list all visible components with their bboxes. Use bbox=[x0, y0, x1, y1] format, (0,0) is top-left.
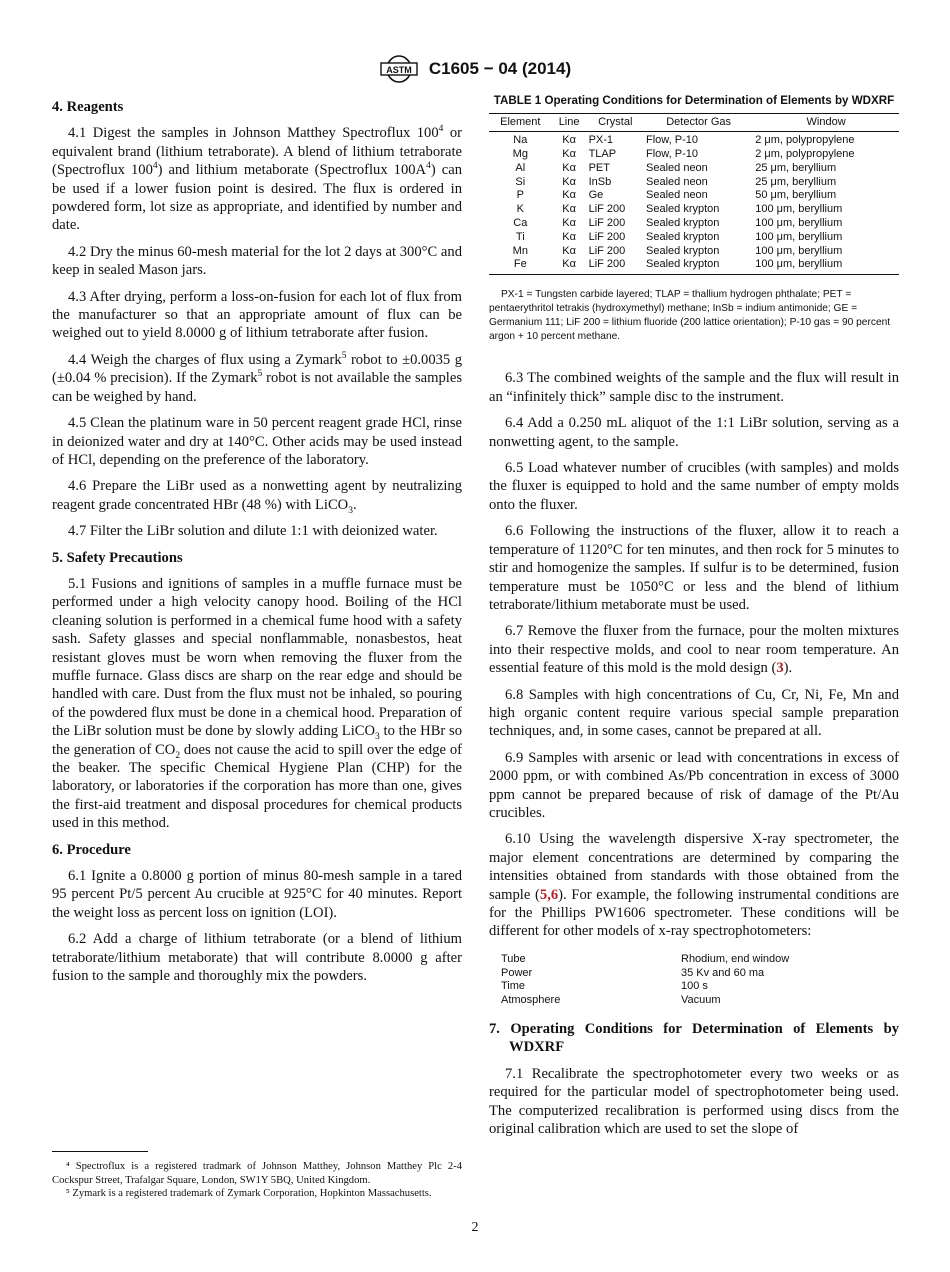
table-cell: Na bbox=[513, 134, 528, 147]
table-cell: 100 μm, beryllium bbox=[755, 230, 843, 243]
paragraph-6-2: 6.2 Add a charge of lithium tetraborate (or a blend of lithium tetraborate/lithium metaborate) that will contribute 8.0000 g after fusion to the sample and thoroughly mix the powders. bbox=[52, 931, 462, 985]
table-cell: Sealed krypton bbox=[646, 217, 720, 230]
right-column bbox=[489, 92, 899, 1146]
table-row bbox=[489, 132, 899, 148]
paragraph-4-2: 4.2 Dry the minus 60-mesh material for the lot 2 days at 300°C and keep in sealed Mason jars. bbox=[52, 243, 462, 279]
table-cell: 2 μm, polypropylene bbox=[755, 148, 855, 161]
left-column bbox=[52, 92, 462, 993]
table-row bbox=[489, 245, 899, 259]
paragraph-6-1: 6.1 Ignite a 0.8000 g portion of minus 80-mesh sample in a tared 95 percent Pt/5 percent Au crucible at 925°C for 40 minutes. Report the weight loss as percent loss on ignition (LOI). bbox=[52, 868, 462, 921]
table-row bbox=[489, 148, 899, 162]
table-row bbox=[489, 258, 899, 274]
section-heading-safety: 5. Safety Precautions bbox=[52, 549, 183, 566]
table-cell: Kα bbox=[562, 244, 576, 257]
instrument-key: Time bbox=[501, 980, 526, 993]
table-cell: Sealed krypton bbox=[644, 258, 753, 274]
table-cell: Sealed krypton bbox=[646, 230, 720, 243]
paragraph-6-5: 6.5 Load whatever number of crucibles (with samples) and molds the fluxer is equipped to hold and the same number of empty molds onto the fluxer. bbox=[489, 460, 899, 513]
reference-link[interactable]: 3 bbox=[776, 660, 784, 677]
reference-link[interactable]: 5,6 bbox=[539, 886, 559, 903]
section-heading-procedure: 6. Procedure bbox=[52, 841, 131, 858]
instrument-key: Atmosphere bbox=[501, 994, 561, 1007]
table-cell: LiF 200 bbox=[587, 258, 644, 274]
table-cell: Ca bbox=[513, 217, 528, 230]
table-cell: Sealed krypton bbox=[646, 244, 720, 257]
table-row bbox=[489, 231, 899, 245]
table-cell: Flow, P-10 bbox=[646, 148, 698, 161]
document-id: C1605 − 04 (2014) bbox=[428, 59, 572, 78]
table-row bbox=[489, 176, 899, 190]
page-header bbox=[0, 54, 950, 84]
table-cell: Sealed neon bbox=[646, 175, 708, 188]
instrument-row bbox=[501, 953, 789, 967]
column-header: Line bbox=[552, 113, 587, 132]
column-header: Element bbox=[489, 113, 552, 132]
table-cell: 100 μm, beryllium bbox=[755, 244, 843, 257]
table-cell: 25 μm, beryllium bbox=[755, 175, 837, 188]
paragraph-6-4: 6.4 Add a 0.250 mL aliquot of the 1:1 LiBr solution, serving as a nonwetting agent, to the sample. bbox=[489, 415, 899, 450]
table-body bbox=[489, 132, 899, 275]
section-heading-operating-conditions: 7. Operating Conditions for Determination of Elements by WDXRF bbox=[489, 1021, 899, 1056]
table-cell: Fe bbox=[489, 258, 552, 274]
paragraph-6-9: 6.9 Samples with arsenic or lead with concentrations in excess of 2000 ppm, or with combined As/Pb concentration in excess of 3000 ppm cannot be prepared because of risk of damage of the Pt/Au crucibles. bbox=[489, 749, 899, 821]
table-cell: Sealed krypton bbox=[646, 203, 720, 216]
table-cell: InSb bbox=[588, 175, 612, 188]
table-cell: P bbox=[516, 189, 524, 202]
table-cell: Kα bbox=[562, 203, 576, 216]
table-note: PX-1 = Tungsten carbide layered; TLAP = thallium hydrogen phthalate; PET = pentaerythritol tetrakis (hydroxymethyl) methane; InSb = indium antimonide; GE = Germanium 111; LiF 200 = lithium fluoride (200 lattice orientation); P-10 gas = 90 percent argon + 10 percent methane. bbox=[489, 289, 891, 342]
paragraph-4-1: 4.1 Digest the samples in Johnson Matthey Spectroflux $100^4$ or equivalent brand (lithium tetraborate). A blend of lithium tetraborate (Spectroflux $100^4$) and lithium metaborate (Spectroflux $100A^4$) can be used if a lower fusion point is desired. The flux is ordered in powdered form, lot size as appropriate, and identified by number and date. bbox=[52, 124, 463, 234]
table-row bbox=[489, 203, 899, 217]
footnote-5: ⁵ Zymark is a registered trademark of Zymark Corporation, Hopkinton Massachusetts. bbox=[66, 1188, 432, 1199]
paragraph-4-5: 4.5 Clean the platinum ware in 50 percent reagent grade HCl, rinse in deionized water and dry at 140°C. Other acids may be used instead of HCl, depending on the preference of the laboratory. bbox=[52, 415, 462, 468]
table-cell: Kα bbox=[562, 217, 576, 230]
table-cell: Mn bbox=[512, 244, 528, 257]
table-row bbox=[489, 217, 899, 231]
paragraph-5-1: 5.1 Fusions and ignitions of samples in a muffle furnace must be performed under a high velocity canopy hood. Boiling of the HCl cleaning solution is performed in a chemical fume hood with a safety sash. Safety glasses and special nonflammable, nonasbestos, heat resistant gloves must be worn when removing the fluxer from the muffle furnace. Glass discs are sharp on the rear edge and should be handled with care. Dust from the flux must not be inhaled, so pouring of the powdered flux must be done in a chemical hood. Preparation of the LiBr solution must be done by slowly adding LiCO$_3$ to the HBr so the generation of $CO_2$ does not cause the acid to spill over the edge of the beaker. The specific Chemical Hygiene Plan (CHP) for the laboratory, or laboratories if the corporation has more than one, gives the first-aid treatment and disposal procedures for chemical products used in this method. bbox=[52, 575, 463, 832]
instrument-key: Tube bbox=[501, 952, 526, 965]
table-cell: Flow, P-10 bbox=[646, 134, 698, 147]
table-cell: Sealed neon bbox=[646, 189, 708, 202]
table-cell: LiF 200 bbox=[588, 203, 626, 216]
paragraph-7-1: 7.1 Recalibrate the spectrophotometer every two weeks or as required for the particular model of spectrophotometer being used. The computerized recalibration is performed using discs from the original calibration which are used to set the slope of bbox=[489, 1065, 899, 1138]
table-cell: LiF 200 bbox=[588, 244, 626, 257]
paragraph-6-8: 6.8 Samples with high concentrations of Cu, Cr, Ni, Fe, Mn and high organic content require various special sample preparation techniques, and, in some cases, cannot be prepared at all. bbox=[489, 686, 899, 740]
section-heading-reagents: 4. Reagents bbox=[52, 99, 124, 115]
footnote-divider bbox=[52, 1151, 148, 1152]
table-cell: Al bbox=[515, 161, 526, 174]
paragraph-6-10: 6.10 Using the wavelength dispersive X-ray spectrometer, the major element concentrations are determined by comparing the intensities obtained from standards with those obtained from the sample (5,6). For example, the following instrumental conditions are for the Phillips PW1606 spectrometer. These conditions will be different for other models of x-ray spectrophotometers: bbox=[489, 831, 899, 940]
table-cell: Kα bbox=[562, 134, 576, 147]
table-cell: 100 μm, beryllium bbox=[755, 217, 843, 230]
footnotes bbox=[52, 1160, 462, 1201]
instrument-value: Vacuum bbox=[681, 994, 721, 1007]
paragraph-4-7: 4.7 Filter the LiBr solution and dilute 1:1 with deionized water. bbox=[68, 523, 438, 540]
instrument-row bbox=[501, 967, 789, 981]
paragraph-4-3: 4.3 After drying, perform a loss-on-fusion for each lot of flux from the manufacturer so that an appropriate amount of flux can be weighed out to yield 8.0000 g of lithium tetraborate after fusion. bbox=[52, 288, 462, 342]
instrument-value: Rhodium, end window bbox=[681, 952, 790, 965]
table-cell: Kα bbox=[562, 148, 576, 161]
column-header: Crystal bbox=[587, 113, 644, 132]
table-cell: Kα bbox=[562, 189, 576, 202]
instrument-value: 100 s bbox=[681, 980, 708, 993]
table-cell: LiF 200 bbox=[588, 230, 626, 243]
instrument-conditions bbox=[501, 953, 789, 1008]
table-cell: Kα bbox=[562, 161, 576, 174]
table-cell: Kα bbox=[562, 175, 576, 188]
table-cell: 100 μm, beryllium bbox=[753, 258, 899, 274]
table-cell: Ge bbox=[588, 189, 604, 202]
table-row bbox=[489, 162, 899, 176]
table-cell: PET bbox=[588, 161, 610, 174]
svg-text:ASTM: ASTM bbox=[386, 65, 412, 75]
table-cell: Si bbox=[515, 175, 526, 188]
table-cell: LiF 200 bbox=[588, 217, 626, 230]
table-caption: TABLE 1 Operating Conditions for Determination of Elements by WDXRF bbox=[493, 94, 895, 107]
table-header-row bbox=[489, 113, 899, 132]
instrument-value: 35 Kv and 60 ma bbox=[681, 966, 765, 979]
instrument-conditions-body bbox=[501, 953, 789, 1008]
column-header: Detector Gas bbox=[644, 113, 753, 132]
instrument-row bbox=[501, 994, 789, 1008]
table-cell: Sealed neon bbox=[646, 161, 708, 174]
table-cell: Ti bbox=[515, 230, 525, 243]
table-cell: PX-1 bbox=[588, 134, 614, 147]
table-cell: Mg bbox=[512, 148, 528, 161]
instrument-row bbox=[501, 980, 789, 994]
instrument-key: Power bbox=[501, 966, 533, 979]
paragraph-6-3: 6.3 The combined weights of the sample and the flux will result in an “infinitely thick” sample disc to the instrument. bbox=[489, 370, 899, 405]
table-cell: 50 μm, beryllium bbox=[755, 189, 837, 202]
astm-logo-icon bbox=[379, 54, 419, 84]
paragraph-6-6: 6.6 Following the instructions of the fluxer, allow it to reach a temperature of 1120°C for ten minutes, and then rock for 5 minutes to stir and homogenize the samples. If sulfur is to be determined, fusion temperature must be 1050°C or less and the blend of lithium tetraborate/lithium metaborate must be used. bbox=[489, 523, 899, 613]
page-number: 2 bbox=[471, 1220, 479, 1235]
column-header: Window bbox=[753, 113, 899, 132]
table-cell: 25 μm, beryllium bbox=[755, 161, 837, 174]
paragraph-6-7: 6.7 Remove the fluxer from the furnace, pour the molten mixtures into their respective molds, and cool to near room temperature. An essential feature of this mold is the mold design (3). bbox=[489, 623, 899, 677]
table-cell: K bbox=[516, 203, 524, 216]
operating-conditions-table bbox=[489, 113, 899, 276]
footnote-4: ⁴ Spectroflux is a registered tradmark of Johnson Matthey, Johnson Matthey Plc 2-4 Cockspur Street, Trafalgar Square, London, SW1Y 5BQ, United Kingdom. bbox=[52, 1161, 462, 1186]
table-cell: TLAP bbox=[588, 148, 617, 161]
table-cell: Kα bbox=[552, 258, 587, 274]
table-cell: 100 μm, beryllium bbox=[755, 203, 843, 216]
paragraph-4-6: 4.6 Prepare the LiBr used as a nonwetting agent by neutralizing reagent grade concentrated HBr (48 %) with LiCO$_3$. bbox=[52, 478, 462, 516]
table-row bbox=[489, 189, 899, 203]
table-cell: Kα bbox=[562, 230, 576, 243]
paragraph-4-4: 4.4 Weigh the charges of flux using a Zymark$^5$ robot to ±0.0035 g (±0.04 % precision). If the Zymark$^5$ robot is not available the samples can be weighed by hand. bbox=[52, 351, 462, 405]
table-cell: 2 μm, polypropylene bbox=[755, 134, 855, 147]
